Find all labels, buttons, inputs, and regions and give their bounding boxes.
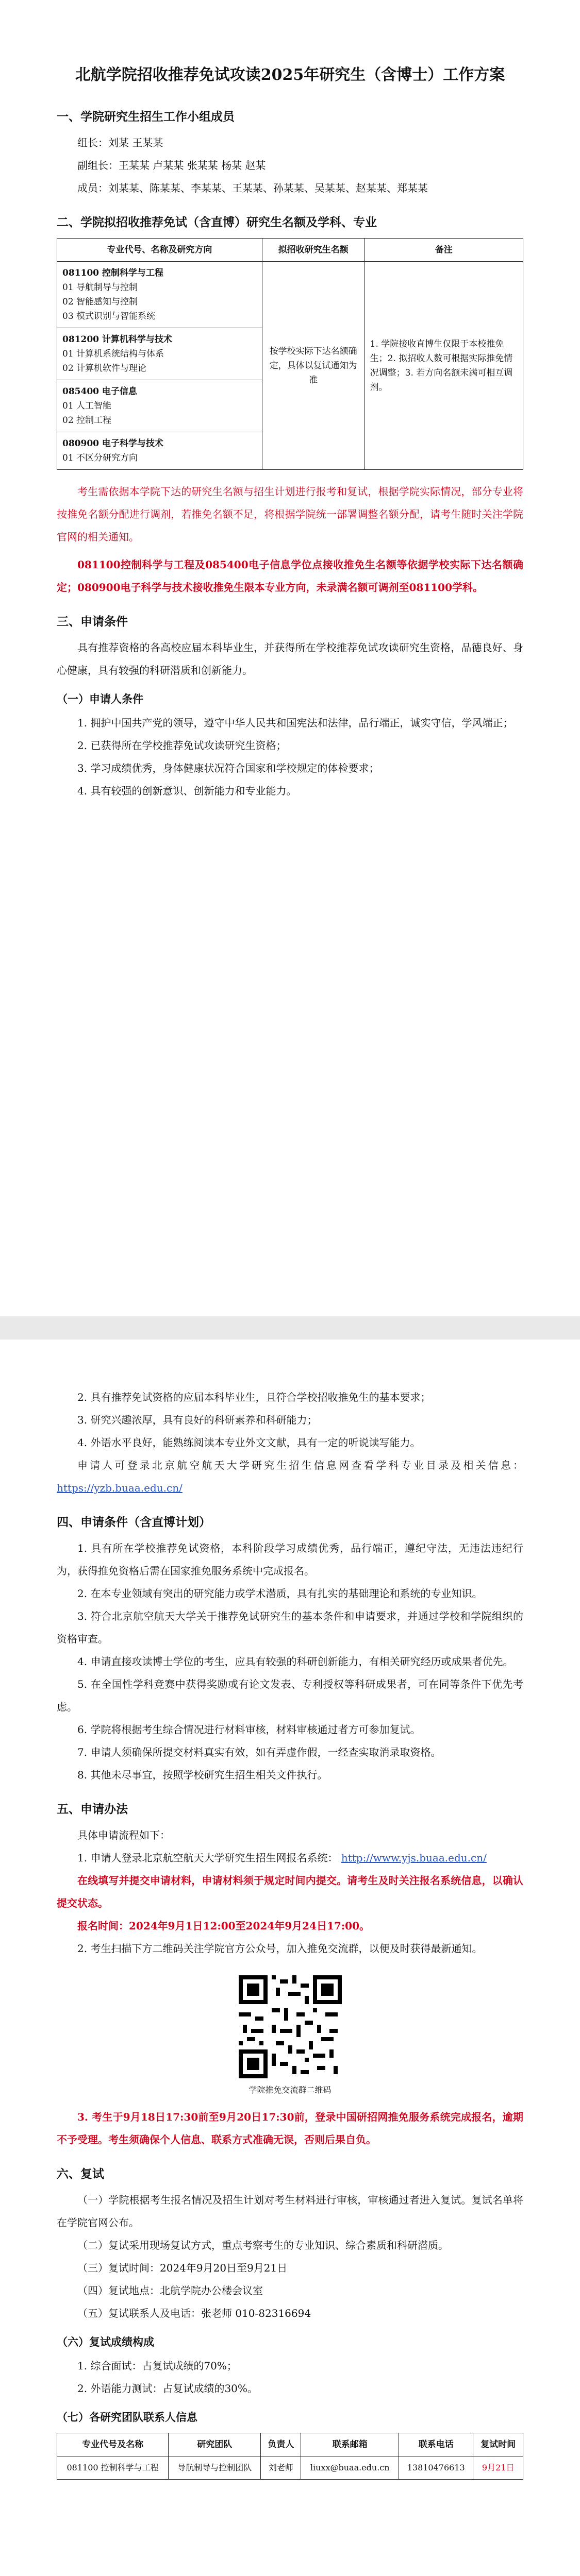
list-item: 7. 申请人须确保所提交材料真实有效，如有弄虚作假，一经查实取消录取资格。 xyxy=(77,1746,441,1758)
list-item: 1. 具有所在学校推荐免试资格，本科阶段学习成绩优秀，品行端正，遵纪守法，无违法违纪行为，获得推免资格后需在国家推免服务系统中完成报名。 xyxy=(57,1542,523,1577)
list-item: 6. 学院将根据考生综合情况进行材料审核，材料审核通过者方可参加复试。 xyxy=(77,1723,421,1736)
paragraph: （三）复试时间：2024年9月20日至9月21日 xyxy=(77,2262,288,2274)
table-header: 专业代号、名称及研究方向 xyxy=(57,239,262,262)
list-item: 2. 外语能力测试：占复试成绩的30%。 xyxy=(77,2382,258,2395)
link-intro: 申请人可登录北京航空航天大学研究生招生信息网查看学科专业目录及相关信息： xyxy=(77,1459,523,1471)
paragraph-with-link xyxy=(57,1846,523,1869)
paragraph: 2. 考生扫描下方二维码关注学院官方公众号，加入推免交流群，以便及时获得最新通知。 xyxy=(77,1942,483,1955)
direction: 03 模式识别与智能系统 xyxy=(62,311,156,321)
direction: 01 人工智能 xyxy=(62,401,112,411)
quota-cell: 按学校实际下达名额确定，具体以复试通知为准 xyxy=(262,262,364,470)
table-cell: liuxx@buaa.edu.cn xyxy=(301,2456,399,2480)
program-name: 081200 计算机科学与技术 xyxy=(62,334,172,345)
paragraph: （四）复试地点：北航学院办公楼会议室 xyxy=(77,2284,263,2297)
program-name: 081100 控制科学与工程 xyxy=(62,268,163,278)
subsection-title: （六）复试成绩构成 xyxy=(57,2335,154,2348)
section-5-title: 五、申请办法 xyxy=(57,1802,128,1816)
red-note-bold: 在线填写并提交申请材料，申请材料须于规定时间内提交。请考生及时关注报名系统信息，以确认提交状态。 xyxy=(57,1874,523,1909)
red-note-bold: 081100控制科学与工程及085400电子信息学位点接收推免生名额等依据学校实际下达名额确定；080900电子科学与技术接收推免生限本专业方向，未录满名额可调剂至081100学科。 xyxy=(57,558,523,594)
quota-table xyxy=(57,238,523,470)
direction: 01 计算机系统结构与体系 xyxy=(62,349,164,359)
table-cell xyxy=(57,432,262,470)
table-cell: 导航制导与控制团队 xyxy=(169,2456,261,2480)
member-line: 组长：刘某 王某某 xyxy=(77,137,163,149)
list-item: 5. 在全国性学科竞赛中获得奖励或有论文发表、专利授权等科研成果者，可在同等条件下优先考虑。 xyxy=(57,1678,523,1713)
section-1-title: 一、学院研究生招生工作小组成员 xyxy=(57,110,235,124)
member-line: 副组长：王某某 卢某某 张某某 杨某 赵某 xyxy=(77,159,266,172)
step-text: 1. 申请人登录北京航空航天大学研究生招生网报名系统： xyxy=(77,1852,338,1864)
list-item: 1. 综合面试：占复试成绩的70%； xyxy=(77,2360,237,2372)
paragraph: 具体申请流程如下： xyxy=(77,1829,170,1841)
member-line: 成员：刘某某、陈某某、李某某、王某某、孙某某、吴某某、赵某某、郑某某 xyxy=(77,182,428,194)
table-header-row xyxy=(57,2433,523,2456)
table-header: 联系邮箱 xyxy=(301,2433,399,2456)
table-cell: 9月21日 xyxy=(473,2456,523,2480)
direction: 01 导航制导与控制 xyxy=(62,282,138,293)
subsection-title: （七）各研究团队联系人信息 xyxy=(57,2411,197,2424)
list-item: 2. 在本专业领域有突出的研究能力或学术潜质，具有扎实的基础理论和系统的专业知识。 xyxy=(77,1587,483,1600)
table-cell: 刘老师 xyxy=(261,2456,301,2480)
subsection-title: （一）申请人条件 xyxy=(57,692,143,705)
team-table xyxy=(57,2433,523,2480)
table-header: 联系电话 xyxy=(399,2433,473,2456)
registration-link[interactable]: http://www.yjs.buaa.edu.cn/ xyxy=(341,1852,487,1864)
list-item: 8. 其他未尽事宜，按照学校研究生招生相关文件执行。 xyxy=(77,1769,328,1781)
program-name: 080900 电子科学与技术 xyxy=(62,438,163,449)
table-header: 拟招收研究生名额 xyxy=(262,239,364,262)
table-cell: 081100 控制科学与工程 xyxy=(57,2456,169,2480)
paragraph: （二）复试采用现场复试方式，重点考察考生的专业知识、综合素质和科研潜质。 xyxy=(77,2239,449,2251)
paragraph-with-link xyxy=(57,1454,523,1499)
admissions-link[interactable]: https://yzb.buaa.edu.cn/ xyxy=(57,1482,183,1494)
direction: 02 控制工程 xyxy=(62,415,112,426)
paragraph: 具有推荐资格的各高校应届本科毕业生，并获得所在学校推荐免试攻读研究生资格，品德良好、身心健康，具有较强的科研潜质和创新能力。 xyxy=(57,641,523,676)
table-header: 复试时间 xyxy=(473,2433,523,2456)
qr-code-icon xyxy=(239,1975,342,2078)
red-note-bold: 3. 考生于9月18日17:30前至9月20日17:30前，登录中国研招网推免服务系统完成报名，逾期不予受理。考生须确保个人信息、联系方式准确无误，否则后果自负。 xyxy=(57,2111,523,2146)
list-item: 3. 研究兴趣浓厚，具有良好的科研素养和科研能力； xyxy=(77,1414,318,1426)
list-item: 4. 外语水平良好，能熟练阅读本专业外文文献，具有一定的听说读写能力。 xyxy=(77,1436,421,1449)
table-cell xyxy=(57,380,262,432)
table-header-row xyxy=(57,239,523,262)
list-item: 2. 已获得所在学校推荐免试攻读研究生资格； xyxy=(77,739,287,752)
section-6-title: 六、复试 xyxy=(57,2167,104,2181)
list-item: 1. 拥护中国共产党的领导，遵守中华人民共和国宪法和法律，品行端正，诚实守信，学风端正； xyxy=(77,717,513,729)
table-cell xyxy=(57,328,262,380)
direction: 02 计算机软件与理论 xyxy=(62,363,147,374)
paragraph: （五）复试联系人及电话：张老师 010-82316694 xyxy=(77,2307,311,2319)
list-item: 4. 具有较强的创新意识、创新能力和专业能力。 xyxy=(77,785,297,797)
table-header: 研究团队 xyxy=(169,2433,261,2456)
section-2-title: 二、学院拟招收推荐免试（含直博）研究生名额及学科、专业 xyxy=(57,215,377,229)
table-cell xyxy=(57,262,262,328)
table-header: 备注 xyxy=(364,239,523,262)
qr-caption: 学院推免交流群二维码 xyxy=(248,2085,332,2095)
table-row xyxy=(57,2456,523,2480)
list-item: 2. 具有推荐免试资格的应届本科毕业生，且符合学校招收推免生的基本要求； xyxy=(77,1391,431,1403)
table-cell: 13810476613 xyxy=(399,2456,473,2480)
red-note: 考生需依据本学院下达的研究生名额与招生计划进行报考和复试，根据学院实际情况，部分专业将按推免名额分配进行调剂，若推免名额不足，将根据学院统一部署调整名额分配，请考生随时关注学院官网的相关通知。 xyxy=(57,485,523,543)
note-cell: 1. 学院接收直博生仅限于本校推免生；2. 拟招收人数可根据实际推免情况调整；3. 若方向名额未满可相互调剂。 xyxy=(364,262,523,470)
table-header: 专业代号及名称 xyxy=(57,2433,169,2456)
program-name: 085400 电子信息 xyxy=(62,386,137,397)
section-3-title: 三、申请条件 xyxy=(57,615,128,629)
list-item: 3. 符合北京航空航天大学关于推荐免试研究生的基本条件和申请要求，并通过学校和学院组织的资格审查。 xyxy=(57,1610,523,1645)
direction: 02 智能感知与控制 xyxy=(62,297,138,307)
table-header: 负责人 xyxy=(261,2433,301,2456)
qr-container xyxy=(57,1975,523,2078)
paragraph: （一）学院根据考生报名情况及招生计划对考生材料进行审核，审核通过者进入复试。复试名单将在学院官网公布。 xyxy=(57,2194,523,2229)
section-4-title: 四、申请条件（含直博计划） xyxy=(57,1515,211,1529)
list-item: 3. 学习成绩优秀，身体健康状况符合国家和学校规定的体检要求； xyxy=(77,762,379,774)
direction: 01 不区分研究方向 xyxy=(62,453,138,463)
red-date: 报名时间：2024年9月1日12:00至2024年9月24日17:00。 xyxy=(77,1920,370,1932)
table-row xyxy=(57,262,523,328)
document-page-2 xyxy=(0,1340,580,2576)
document-title: 北航学院招收推荐免试攻读2025年研究生（含博士）工作方案 xyxy=(75,66,505,84)
list-item: 4. 申请直接攻读博士学位的考生，应具有较强的科研创新能力，有相关研究经历或成果者优先。 xyxy=(77,1655,513,1668)
